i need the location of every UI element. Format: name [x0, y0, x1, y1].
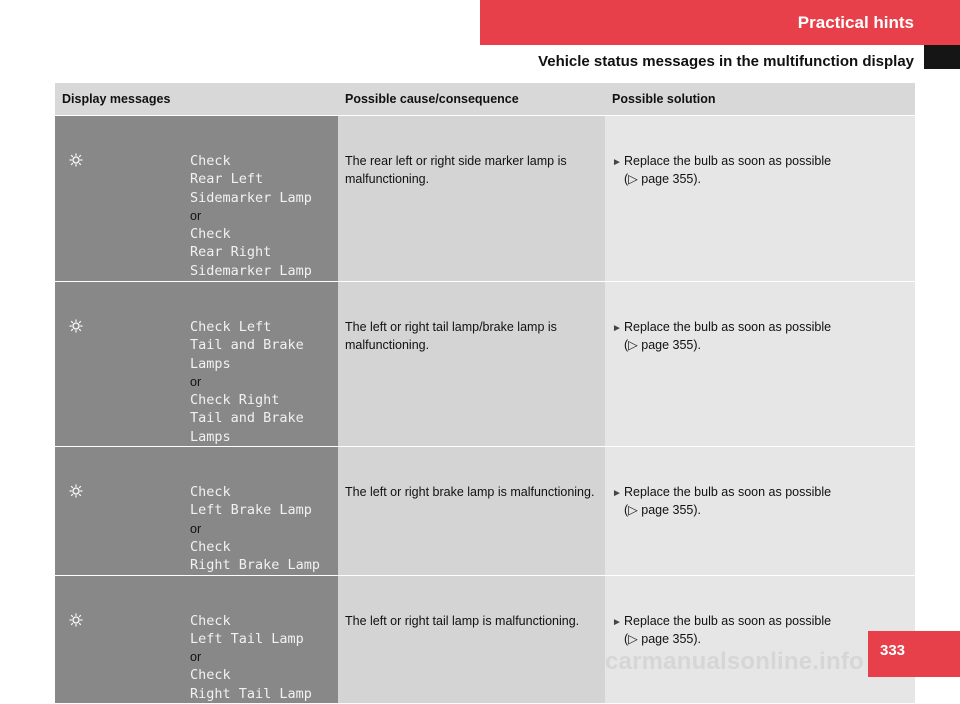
solution-text: Replace the bulb as soon as possible — [624, 613, 832, 628]
solution-page-ref: (▷ page 355). — [624, 631, 702, 646]
or-separator: or — [190, 374, 202, 389]
display-message-line: Check — [190, 538, 231, 555]
table-row — [55, 447, 915, 575]
bullet-arrow-icon: ► — [612, 616, 622, 628]
or-separator: or — [190, 208, 202, 223]
column-header-display: Display messages — [55, 83, 338, 116]
solution-page-ref: (▷ page 355). — [624, 338, 702, 352]
section-tab — [480, 0, 960, 45]
cause-cell: The rear left or right side marker lamp is malfunctioning. — [338, 116, 605, 282]
display-message-line: Rear Right — [190, 244, 272, 261]
display-message — [190, 152, 312, 280]
display-message-line: Check — [190, 667, 231, 684]
solution-cell — [605, 282, 915, 447]
status-message-table — [55, 83, 915, 704]
or-separator: or — [190, 521, 202, 536]
display-message-line: Lamps — [190, 355, 231, 372]
display-message-line: Check — [190, 153, 231, 169]
display-message-line: Check — [190, 226, 231, 243]
cause-cell: The left or right tail lamp is malfunctioning. — [338, 575, 605, 703]
or-separator: or — [190, 650, 202, 665]
table-row — [55, 575, 915, 703]
solution-text: Replace the bulb as soon as possible — [624, 485, 832, 500]
solution-cell — [605, 447, 915, 575]
page-subtitle: Vehicle status messages in the multifunction display — [538, 53, 914, 70]
cause-cell: The left or right brake lamp is malfunctioning. — [338, 447, 605, 575]
display-message-line: Sidemarker Lamp — [190, 262, 312, 279]
display-message-line: Sidemarker Lamp — [190, 189, 312, 206]
lamp-icon — [55, 152, 190, 280]
bullet-arrow-icon: ► — [612, 157, 622, 168]
corner-block — [924, 45, 960, 69]
display-message-line: Left Brake Lamp — [190, 502, 312, 519]
display-message-cell — [55, 282, 338, 447]
bullet-arrow-icon: ► — [612, 488, 622, 500]
display-message-line: Left Tail Lamp — [190, 630, 304, 647]
solution-text: Replace the bulb as soon as possible — [624, 320, 832, 334]
solution-page-ref: (▷ page 355). — [624, 172, 702, 186]
solution-page-ref: (▷ page 355). — [624, 503, 702, 518]
display-message-line: Rear Left — [190, 171, 264, 188]
solution-cell — [605, 116, 915, 282]
display-message-line: Tail and Brake — [190, 410, 304, 427]
display-message-cell — [55, 447, 338, 575]
bullet-arrow-icon: ► — [612, 323, 622, 334]
display-message-line: Right Tail Lamp — [190, 685, 312, 702]
display-message — [190, 612, 312, 703]
solution-text: Replace the bulb as soon as possible — [624, 154, 832, 168]
lamp-icon — [55, 318, 190, 446]
page-number: 333 — [868, 631, 960, 677]
display-message-line: Check Right — [190, 392, 280, 409]
display-message-line: Check — [190, 612, 231, 629]
section-title: Practical hints — [797, 12, 914, 32]
display-message-line: Check — [190, 484, 231, 501]
display-message — [190, 483, 320, 574]
lamp-icon — [55, 612, 190, 703]
table-header-row — [55, 83, 915, 116]
table-row — [55, 282, 915, 447]
watermark: carmanualsonline.info — [605, 648, 864, 675]
display-message-line: Tail and Brake — [190, 337, 304, 354]
lamp-icon — [55, 483, 190, 574]
cause-cell: The left or right tail lamp/brake lamp is malfunctioning. — [338, 282, 605, 447]
table-row — [55, 116, 915, 282]
display-message-line: Right Brake Lamp — [190, 557, 321, 574]
display-message — [190, 318, 304, 446]
display-message-line: Check Left — [190, 319, 272, 335]
display-message-cell — [55, 116, 338, 282]
display-message-cell — [55, 575, 338, 703]
column-header-cause: Possible cause/consequence — [338, 83, 605, 116]
display-message-line: Lamps — [190, 428, 231, 445]
column-header-solution: Possible solution — [605, 83, 915, 116]
